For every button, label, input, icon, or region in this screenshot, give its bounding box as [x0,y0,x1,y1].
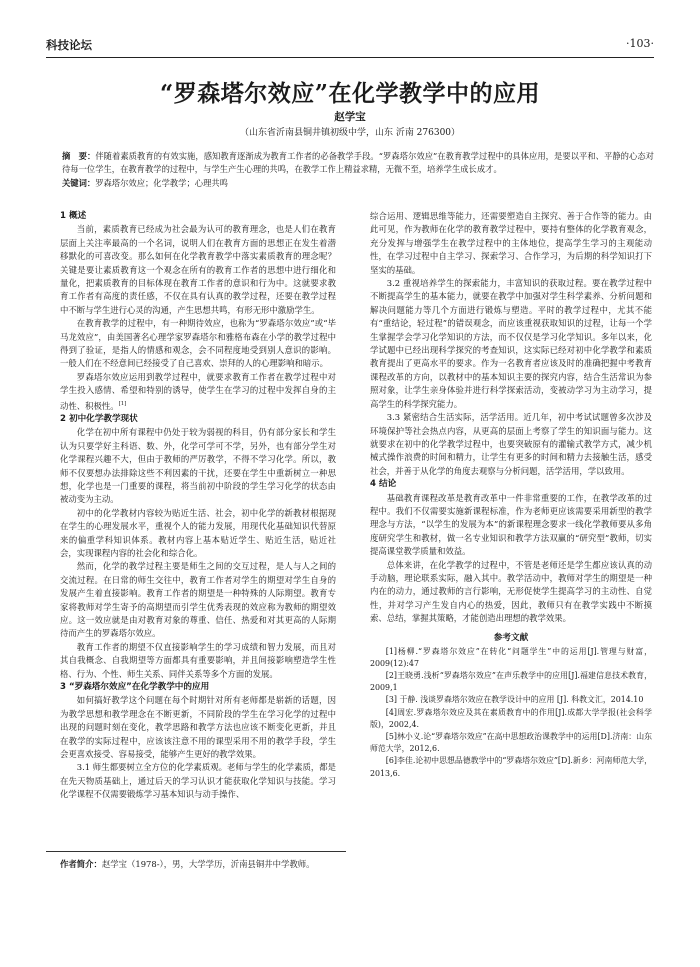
paragraph [60,694,336,761]
paragraph-text: 3.3 紧密结合生活实际，活学活用。近几年，初中考试试题曾多次涉及环境保护等社会热点内容，从更高的层面上考察了学生的知识面与能力。这就要求在初中的化学教学过程中，也要突破原有的灌输式教学方式，减少机械式操作浪费的时间和精力，让学生有更多的时间和精力去接触生活，感受社会，并善于从化学的角度去观察与分析问题，活学活用，学以致用。 [370,412,652,476]
keywords [62,177,654,189]
keywords-text: 罗森塔尔效应；化学教学；心理共鸣 [95,178,228,188]
paragraph-text: 初中的化学教材内容较为贴近生活、社会，初中化学的新教材根据现在学生的心理发展水平，重视个人的能力发展，用现代化基础知识代替原来的偏重学科知识体系。教材内容上基本贴近学生、贴近生活，贴近社会，实现课程内容的社会化和综合化。 [60,507,336,558]
section-heading [370,478,652,491]
abstract-text: 伴随着素质教育的有效实施，感知教育逐渐成为教育工作者的必备教学手段。“罗森塔尔效应”在教育教学过程中的具体应用，是要以平和、平静的心态对待每一位学生，在教育教学的过程中，与学生产生心理的共鸣，在教学工作上精益求精，无微不至，培养学生成长成才。 [62,151,654,174]
reference-list [370,646,652,780]
paragraph [60,317,336,371]
paragraph-text: 教育工作者的期望不仅直接影响学生的学习成绩和智力发展，而且对其自我概念、自我期望等方面都具有重要影响，并且间接影响塑造学生性格、行为、个性、师生关系、同伴关系等多个方面的发展。 [60,641,336,679]
paragraph-text: 2 初中化学教学现状 [60,413,138,424]
paragraph-text: 当前，素质教育已经成为社会最为认可的教育理念，也是人们在教育层面上关注率最高的一个名词，说明人们在教育方面的思想正在发生着潜移默化的可喜改变。那么如何在化学教育教学中落实素质教育的理念呢？关键是要让素质教育这一个观念在所有的教育工作者的思想中进行细化和量化，把素质教育的目标体现在教育工作者的意识和行为中。这就要求教育工作者有高度的责任感，不仅在具有认真的教学过程，还要在教学过程中不断与学生进行心灵的沟通，产生思想共鸣，有形无形中激励学生。 [60,224,336,315]
reference-item: [4]周宏.罗森塔尔效应及其在素质教育中的作用[J].成都大学学报(社会科学版)，2002,4. [370,707,652,729]
paragraph [370,492,652,559]
running-header [46,37,654,55]
paragraph-text: 3.1 师生都要树立全方位的化学素质观。老师与学生的化学素质，都是在先天物质基础上，通过后天的学习认识才能获取化学知识与技能。学习化学课程不仅需要锻炼学习基本知识与动手操作、 [60,762,336,800]
paragraph [60,641,336,681]
author-affiliation: （山东省沂南县铜井镇初级中学，山东 沂南 276300） [239,128,461,138]
section-heading [60,210,336,223]
paragraph [370,411,652,478]
abstract [62,150,654,175]
paragraph-text: 然而，化学的教学过程主要是师生之间的交互过程，是人与人之间的交流过程。在日常的师生交往中，教育工作者对学生的期望对学生自身的发展产生着直接影响。教育工作者的期望是一种特殊的人际期望。教育专家将教师对学生寄予的高期望而引学生优秀表现的效应称为教师的期望效应。这一效应就是由对教育对象的尊重、信任、热爱和对其更高的人际期待而产生的罗森塔尔效应。 [60,561,336,639]
paragraph-text: 4 结论 [370,479,397,490]
abstract-label: 摘 要： [62,151,96,161]
reference-item: [1]杨柳.“罗森塔尔效应”在转化“问题学生”中的运用[J].管理与财富，2009(12):47 [370,646,652,668]
paragraph-text: 1 概述 [60,211,87,221]
reference-item: [5]林小义.论“罗森塔尔效应”在高中思想政治课教学中的运用[D].济南：山东师范大学，2012,6. [370,732,652,754]
reference-item: [3] 于静. 浅谈罗森塔尔效应在教学设计中的应用 [J]. 科教文汇，2014.10 [385,695,644,705]
references-title: 参考文献 [493,632,529,643]
paragraph [60,426,336,506]
journal-section: 科技论坛 [46,38,92,52]
reference-item: [6]李佳.论初中思想品德教学中的“罗森塔尔效应”[D].新乡：河南师范大学，2013,6. [370,756,652,778]
page-number: ·103· [626,37,654,50]
paragraph-text: 综合运用、逻辑思维等能力，还需要塑造自主探究、善于合作等的能力。由此可见，作为教师在化学的教育教学过程中，要持有整体的化学教育观念，充分发挥与增强学生在教学过程中的主体地位，提高学生学习的主观能动性，在学习过程中自主学习、探索学习、合作学习，为后期的科学知识打下坚实的基础。 [370,211,652,275]
article-author: 赵学宝 [334,111,366,123]
header-rule [46,57,654,58]
paragraph-text: 罗森塔尔效应运用到教学过程中，就要求教育工作者在教学过程中对学生投入感情、希望和特别的诱导，使学生在学习的过程中发挥自身的主动性、积极性。 [60,371,336,411]
reference-item: [2]王晓勇.浅析“罗森塔尔效应”在声乐教学中的应用[J].福建信息技术教育，2009,1 [370,671,652,693]
paragraph-text: 化学在初中所有课程中仍处于较为弱视的科目，仍有部分家长和学生认为只要学好主科语、数、外，化学可学可不学，另外，也有部分学生对化学课程兴趣不大，但由于教师的严厉教学，不得不学习化学。所以，教师不仅要想办法排除这些不利因素的干扰，还要在学生中重新树立一种思想，化学也是一门重要的课程，将当前初中阶段的学生学习化学的状态由被动变为主动。 [60,427,336,505]
paragraph-text: 在教育教学的过程中，有一种期待效应，也称为“罗森塔尔效应”或“毕马龙效应”，由美国著名心理学家罗森塔尔和雅格布森在小学的教学过程中得到了验证，是指人的情感和观念，会不同程度地受到别人意识的影响。一般人们在不经意间已经接受了自己喜欢、崇拜的人的心理影响和暗示。 [60,318,336,369]
paragraph [370,210,652,277]
paragraph [370,277,652,411]
article-title: “罗森塔尔效应”在化学教学中的应用 [160,80,540,107]
paragraph-text: 3.2 重视培养学生的探索能力，丰富知识的获取过程。要在教学过程中不断提高学生的基本能力，就要在教学中加强对学生科学素养、分析问题和解决问题能力等几个方面进行锻炼与塑造。平时的教学过程中，尤其不能有“重结论，轻过程”的错误观念，而应该重视获取知识的过程，让每一个学生掌握学会学习化学知识的方法，而不仅仅是学习化学知识。多年以来，化学试题中已经出现科学探究的考查知识，这实际已经对初中化学教学和素质教育提出了更高水平的要求。作为一名教育者应该及时的准确把握中考教育课程改革的方向，以教材中的基本知识主要的探究内容，结合生活常识为参照对象，让学生亲身体验并进行科学探索活动，变被动学习为主动学习，提高学生的科学探究能力。 [370,278,652,409]
paragraph [60,371,336,413]
paragraph [370,559,652,626]
paragraph-text: 如何搞好教学这个问题在每个时期针对所有老师都是崭新的话题，因为教学思想和教学理念在不断更新，不同阶段的学生在学习化学的过程中出现的问题时刻在变化，教学思路和教学方法也应该不断变化更新，并且在教学的实际过程中，应该该注意不用的课型采用不用的教学手段，学生会更喜欢接受、容易接受，能够产生更好的教学效果。 [60,695,336,760]
footnote-rule [46,851,346,852]
paragraph [60,761,336,801]
paragraph [60,560,336,640]
paragraph-text: 总体来讲，在化学教学的过程中，不管是老师还是学生都应该认真的动手动脑，理论联系实际，融入其中。教学活动中，教师对学生的期望是一种内在的动力，通过教师的言行影响，无形促使学生提高学习的主动性、自觉性，并对学习产生发自内心的热爱，因此，教师只有在教学实践中不断摸索、总结，掌握其策略，才能创造出理想的教学效果。 [370,559,652,624]
author-footnote [60,858,660,870]
left-column [60,210,336,845]
right-column [370,210,652,865]
paragraph-text: 3 “罗森塔尔效应”在化学教学中的应用 [60,682,210,693]
keywords-label: 关键词： [62,178,96,188]
paragraph [60,223,336,317]
right-column-body [370,210,652,626]
section-heading [60,413,336,426]
citation-marker: [1] [118,400,127,407]
paragraph-text: 基础教育课程改革是教育改革中一件非常重要的工作，在教学改革的过程中。我们不仅需要实施新课程标准，作为老师更应该需要采用新型的教学理念与方法，“以学生的发展为本”的新课程理念要求一线化学教师要从多角度研究学生和教材，做一名专业知识和教学方法双赢的“研究型”教师，切实提高课堂教学质量和效益。 [370,492,652,557]
paragraph [60,507,336,561]
section-heading [60,681,336,694]
footnote-label: 作者简介： [60,859,102,869]
footnote-text: 赵学宝（1978-），男，大学学历，沂南县铜井中学教师。 [101,859,315,869]
